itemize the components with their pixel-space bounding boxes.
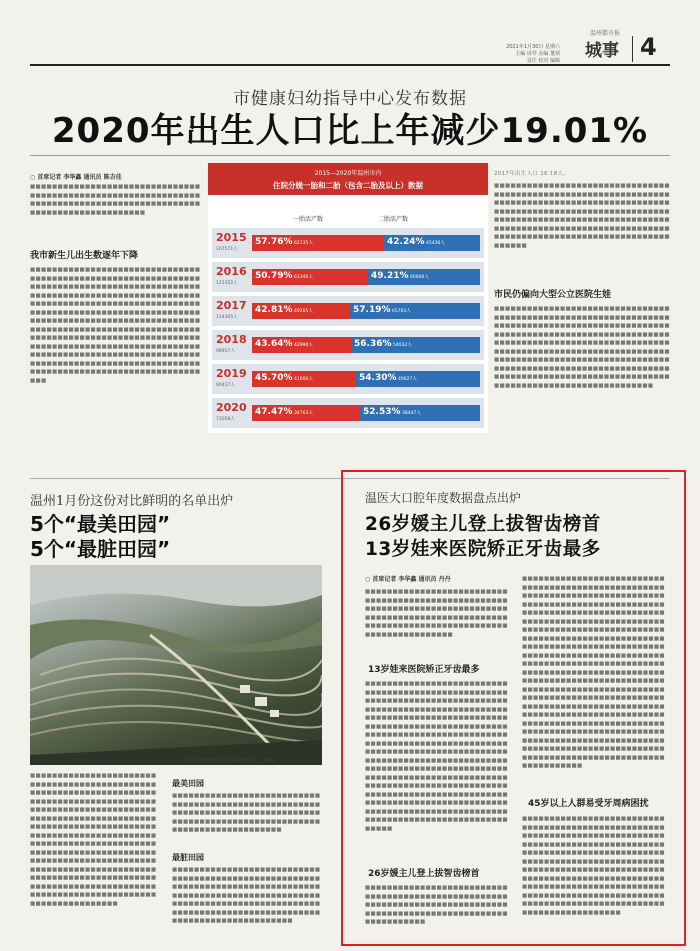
first-child-count: 49205人	[294, 309, 313, 314]
top-headline: 2020年出生人口比上年减少19.01%	[51, 111, 649, 151]
second-child-count: 45436人	[426, 241, 445, 246]
right-subheading-1: 13岁娃来医院矫正牙齿最多	[368, 665, 480, 675]
terraced-fields-illustration	[30, 565, 322, 765]
year-total: 98957人	[216, 349, 235, 354]
body-text: ■■■■■■■■■■■■■■■■■■■■■■■■■■■■■■■■■■■■■■■■■■■■■■■■■■■■■■■■■■■■■■■■■■■■■■■■■■■■■■■■■■■■■■■■■■■■■■■■■■■■■■■■■■■■■■■■■■■■■■■■■■■■■■■■	[172, 793, 321, 833]
year-label: 2015	[216, 231, 247, 244]
body-text: ■■■■■■■■■■■■■■■■■■■■■■■■■■■■■■■■■■■■■■■■■■■■■■■■■■■■■■■■■■■■■■■■■■■■■■■■■■■■■■■■■■■■■■■■■■■■■■■■■■■■■■■■■■■■■■■■■■■■■■■■■■■■■■■■■■■■■■■■■■■■■■■■■■■■■■■■■■■■■■■■■■■■■■■■■■■■■■■■■■■■■■■■■■■■■■■■■■■■■■■■■■■■■■■■■■■■■■■■■■■■■■■■■■■■■■■■■■■■■■■■■■■■■■■■■■■■■■■■■■■■■■■■■■■■■■■■■■■■■■■■■■■■■■■■■■■■■■■■■■■■■■■■■■■■■■■■■■■■■■■■■■■■■■■■■■■■■■■■■■■■■■■■■■■■■■■■■■■■■■■■■■■■■■■■■■■■■■■■■■■■■■■■■■■■■■■■■■■■■■■■■■■■■■■■■■■■■■■■■■■■■■■■■■■■■■■■■■■■■■■■■■■■■■■	[365, 681, 508, 832]
headline-rule	[30, 155, 670, 156]
body-text: ■■■■■■■■■■■■■■■■■■■■■■■■■■■■■■■■■■■■■■■■■■■■■■■■■■■■■■■■■■■■■■■■■■■■■■■■■■■■■■■■■■■■■■■■■■■■■■■■■■■■■■■■■■■■■■■■■■■■■■■■■■■■■■■■■■■■■■■■■■■■■■■■■■■■■■■■■■■■■■■■■■■■■■■■■■■■■■■■■■■■■■■■■■■■■■■■■■■■■■■■■■■■■■■■■■■■■■■■■■■■■■■■■■■■■■■■■■■■■■■■■■■■■■■■■■■■■■■■■■■■■■■■■■■■■■■■■■■■■■■■■■■■■■■■■■■■■■■■■■■■■■■■■■■■■■■■■■■■■	[494, 306, 670, 389]
chart-row-2020	[212, 398, 484, 428]
issue-info	[480, 44, 560, 65]
second-child-pct: 56.36%	[354, 339, 392, 349]
year-total: 73058人	[216, 417, 235, 422]
second-child-count: 38447人	[402, 411, 421, 416]
first-child-count: 61346人	[294, 275, 313, 280]
second-child-count: 54032人	[393, 343, 412, 348]
top-kicker: 市健康妇幼指导中心发布数据	[233, 89, 467, 109]
terraced-fields-photo	[30, 565, 322, 765]
year-label: 2019	[216, 367, 247, 380]
chart-header	[208, 163, 488, 195]
second-child-pct: 52.53%	[363, 407, 401, 417]
second-child-pct: 57.19%	[353, 305, 391, 315]
legend-second-child: 二胎活产数	[378, 216, 409, 223]
first-child-count: 42990人	[294, 343, 313, 348]
second-child-count: 60006人	[410, 275, 429, 280]
body-text: ■■■■■■■■■■■■■■■■■■■■■■■■■■■■■■■■■■■■■■■■■■■■■■■■■■■■■■■■■■■■■■■■■■■■■■■■■■■■■■■■■■■■■■■■■■■■■■■■■■■■■■■■■■■■■■■■■■■■■■■■■■■■■■■■■■■■■■■■■■■■■■■■■■■■■■■■■■■■■■■■■■■■■■■■■■■■■■■■■■■■■■■■■■■■■■■■■■■■■■■■■■■■■■■■■■■■■■■■■■■■■■■■■■■■■■■■■■■■■■■■■■■■■■■■■■■■■■■■■■■■■■■■■■■■■■■■■■■■■■■■■■■■■■■■■■■■■■■■■■■■■■■■	[522, 816, 665, 916]
year-total: 114305人	[216, 315, 238, 320]
first-child-pct: 45.70%	[255, 373, 293, 383]
chart-row-2016	[212, 262, 484, 292]
body-text: ■■■■■■■■■■■■■■■■■■■■■■■■■■■■■■■■■■■■■■■■■■■■■■■■■■■■■■■■■■■■■■■■■■■■■■■■■■■■■■■■■■■■■■■■■■■■■■■■■■■■■■■■■■■■■■■■■■■■■■■■■■■■■■■■■■■■■■■■■■■■■■■■■■	[365, 589, 508, 638]
second-child-pct: 54.30%	[359, 373, 397, 383]
first-child-pct: 50.79%	[255, 271, 293, 281]
left-subheading-dirty: 最脏田园	[172, 853, 204, 862]
chart-row-2017	[212, 296, 484, 326]
first-child-pct: 43.64%	[255, 339, 293, 349]
legend-first-child: 一胎活产数	[293, 216, 324, 223]
second-child-count: 65763人	[392, 309, 411, 314]
top-subheading-2: 市民仍偏向大型公立医院生娃	[494, 290, 612, 300]
first-child-count: 62135人	[294, 241, 313, 246]
chart-title: 住院分娩一胎和二胎（包含二胎及以上）数据	[273, 181, 423, 190]
page-number: 4	[640, 33, 657, 61]
left-headline-2: 5个“最脏田园”	[30, 537, 171, 561]
first-child-pct: 42.81%	[255, 305, 293, 315]
year-label: 2020	[216, 401, 247, 414]
body-text: 2017年出生人口 16.18人。	[494, 171, 570, 177]
year-total: 107571人	[216, 247, 238, 252]
body-text: ■■■■■■■■■■■■■■■■■■■■■■■■■■■■■■■■■■■■■■■■■■■■■■■■■■■■■■■■■■■■■■■■■■■■■■■■■■■■■■■■■■■■■■■■■■■■■■■■■■■■■■■■■■■■■■■■■■■■■■■■■■■■■■■■■■■■■■■■■■■■■■■■■■■■■■■■■■■■■■■■■■■■■■■■■■■■■■■■■■■■■■■■■■■■■■■■■■■■■■■■■■■■■■■■■■■■■■■■■■■■■■■■■■■■■■■■■■■■■■■■■■■■■■■■■■■■■■■■■■■■■■■■■■■■■■■■■■■■■■■■■■■■■■■■■■■■■■■■■■■■■■■■■■■■■■■■■■■■■■■■■■■■■■■■■■■■■■■■■■■■■■■■■■■■■■■■■■■■■■■■■	[30, 773, 157, 907]
body-text: ■■■■■■■■■■■■■■■■■■■■■■■■■■■■■■■■■■■■■■■■■■■■■■■■■■■■■■■■■■■■■■■■■■■■■■■■■■■■■■■■■■■■■■■■■■■■■■■■■■■■■■■■■■■■■■■■■■■■■■■■■■■■■■■■■■■■■■■■■■■■■■■■■■■■■■■■■■■■■■■■■■■■■■■■■■■■■■■■■■■■■■■■	[172, 867, 321, 924]
header-divider	[632, 36, 633, 62]
first-child-count: 34763人	[294, 411, 313, 416]
body-text: ■■■■■■■■■■■■■■■■■■■■■■■■■■■■■■■■■■■■■■■■■■■■■■■■■■■■■■■■■■■■■■■■■■■■■■■■■■■■■■■■■■■■■■■■■■■■■■■■■■■■■■■■■■■■■■■■■■	[30, 184, 201, 216]
right-headline-2: 13岁娃来医院矫正牙齿最多	[365, 539, 601, 560]
year-total: 90417人	[216, 383, 235, 388]
header-rule	[30, 64, 670, 66]
top-byline: ○ 首席记者 李华鑫 通讯员 陈吉佳	[30, 174, 122, 181]
right-byline: ○ 首席记者 李华鑫 通讯员 丹丹	[365, 576, 451, 583]
right-subheading-2: 45岁以上人群易受牙周病困扰	[528, 799, 649, 809]
body-text: ■■■■■■■■■■■■■■■■■■■■■■■■■■■■■■■■■■■■■■■■■■■■■■■■■■■■■■■■■■■■■■■■■■■■■■■■■■■■■■■■■■■■■■■■■■■■■■■■■■■■■■■■■■■■■■■■■■■■■■■■■■■■■■■■■■■■■■■■■■■■■■■■■■■■■■■■■■■■■■■■■■■■■■■■■■■■■■■■■■■■■■■■■■■■■■■■■■■■■■■■■■■■■■■■■■■■■■■■■■■■■■■■■■■■■■	[494, 183, 670, 249]
editor-line: 主编 周琴 美编 董炳	[515, 51, 560, 57]
second-child-pct: 42.24%	[387, 237, 425, 247]
right-subheading-3: 26岁媛主儿登上拔智齿榜首	[368, 869, 480, 879]
first-child-pct: 47.47%	[255, 407, 293, 417]
first-child-count: 41000人	[294, 377, 313, 382]
chart-row-2018	[212, 330, 484, 360]
body-text: ■■■■■■■■■■■■■■■■■■■■■■■■■■■■■■■■■■■■■■■■■■■■■■■■■■■■■■■■■■■■■■■■■■■■■■■■■■■■■■■■■■■■■■■■■■■■■■■■■■■■■■■■■■■■■■■■■■■■■■■■■■■■■■■■■■■■■■■■■■■■■■■■■■■■■■■■■■■■■■■■■■■■■■■■■■■■■■■■■■■■■■■■■■■■■■■■■■■■■■■■■■■■■■■■■■■■■■■■■■■■■■■■■■■■■■■■■■■■■■■■■■■■■■■■■■■■■■■■■■■■■■■■■■■■■■■■■■■■■■■■■■■■■■■■■■■■■■■■■■■■■■■■■■■■■■■■■■■■■■■■■■■■■■■■■■■■■■■■■■■■■■■■■■■■■■■■■■■■■■■■■■■■■■■■■■■■■■■■■■■■■■■■■■■■■■■■■■■■■■■■■■■■■■	[30, 267, 201, 384]
first-child-pct: 57.76%	[255, 237, 293, 247]
year-total: 121352人	[216, 281, 238, 286]
left-headline-1: 5个“最美田园”	[30, 512, 171, 536]
right-kicker: 温医大口腔年度数据盘点出炉	[365, 491, 522, 505]
second-child-pct: 49.21%	[371, 271, 409, 281]
section-name: 城事	[585, 41, 619, 61]
date-line: 2021年1月30日 星期六	[506, 44, 560, 50]
chart-row-2015	[212, 228, 484, 258]
chart-subtitle: 2015—2020年温州市内	[314, 170, 382, 177]
body-text: ■■■■■■■■■■■■■■■■■■■■■■■■■■■■■■■■■■■■■■■■■■■■■■■■■■■■■■■■■■■■■■■■■■■■■■■■■■■■■■■■■■■■■■■■■■■■■■■■■■■■■■■■■■■■■■■■■■■■■■■■■■■■■■■■■■■■■■■■■■■■■■■■■■■■■■■■■■■■■■■■■■■■■■■■■■■■■■■■■■■■■■■■■■■■■■■■■■■■■■■■■■■■■■■■■■■■■■■■■■■■■■■■■■■■■■■■■■■■■■■■■■■■■■■■■■■■■■■■■■■■■■■■■■■■■■■■■■■■■■■■■■■■■■■■■■■■■■■■■■■■■■■■■■■■■■■■■■■■■■■■■■■■■■■■■■■■■■■■■■■■■■■■■■■■■■■■■■■■■■■■■■■■■■■■■■■■■■■■■■■■■■■■■■■■■■■■■■■■■■■■■■■■■■■■■■■■■■■■■■■■■■■■■■■■■■■■■■■■■■■■■■■■■■■■■■■■■■■■■■■■■■■■■■■■■■■■■■■■■■■■■■■■■■■■■■■■■■■■■■■■■■■■■■■■■■■■■■■■■■■■■■■■■■■■■■■■■■■■■■■■■■■■■■■■■■■■■■■■■■■■■■■■■■■■■■■■■■■■■■■■■■■	[522, 576, 665, 769]
body-text: ■■■■■■■■■■■■■■■■■■■■■■■■■■■■■■■■■■■■■■■■■■■■■■■■■■■■■■■■■■■■■■■■■■■■■■■■■■■■■■■■■■■■■■■■■■■■■■■■■■■■■■■■■■■■■■■■■■■	[365, 885, 508, 925]
right-headline-1: 26岁媛主儿登上拔智齿榜首	[365, 514, 601, 535]
left-subheading-beauty: 最美田园	[172, 779, 204, 788]
second-child-count: 49027人	[398, 377, 417, 382]
photo-caption: 最美田园鹿城区“OHS”等通衢老镇山上坡梯田	[185, 759, 276, 764]
brand-name: 温州都市报	[590, 30, 621, 37]
left-kicker: 温州1月份这份对比鲜明的名单出炉	[30, 494, 234, 509]
year-label: 2017	[216, 299, 247, 312]
proof-line: 责任 校对 编辑	[526, 58, 560, 64]
top-subheading-1: 我市新生儿出生数逐年下降	[30, 251, 139, 261]
year-label: 2016	[216, 265, 247, 278]
year-label: 2018	[216, 333, 247, 346]
chart-row-2019	[212, 364, 484, 394]
